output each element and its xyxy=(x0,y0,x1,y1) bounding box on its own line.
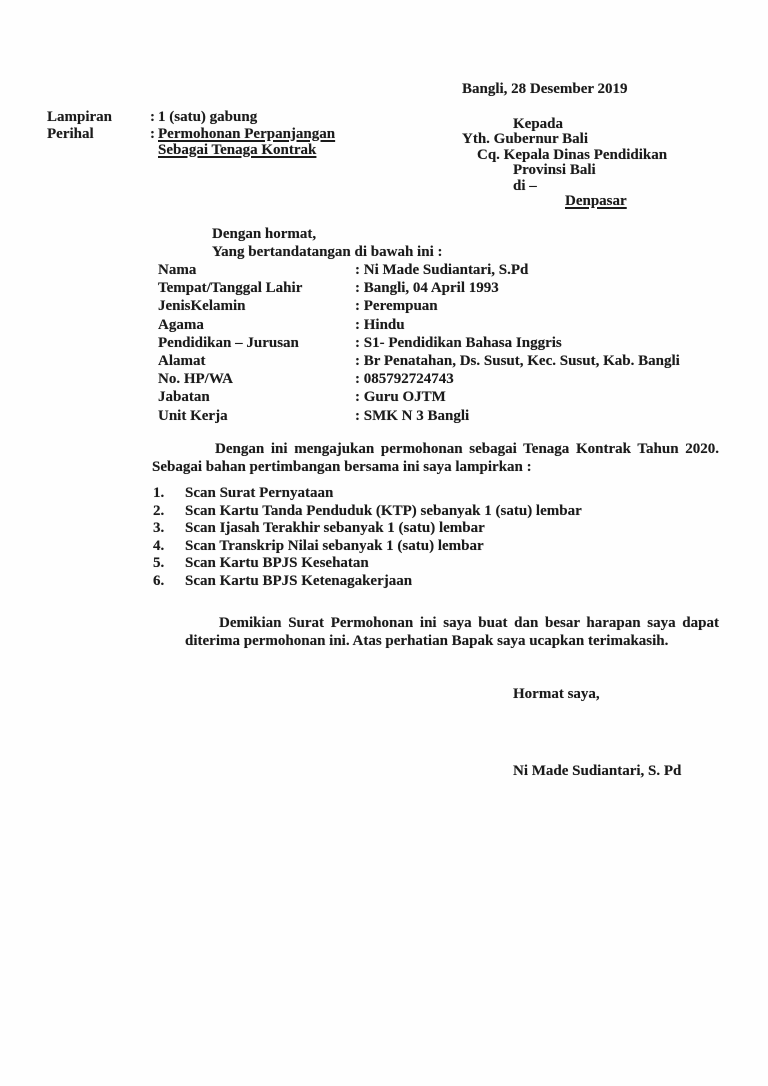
lampiran-value: 1 (satu) gabung xyxy=(158,109,258,125)
body-paragraph: Dengan ini mengajukan permohonan sebagai Tenaga Kontrak Tahun 2020. Sebagai bahan pertimbangan bersama ini saya lampirkan : xyxy=(152,441,719,475)
attachment-text: Scan Transkrip Nilai sebanyak 1 (satu) lembar xyxy=(185,537,484,554)
perihal-value-line2: Sebagai Tenaga Kontrak xyxy=(158,142,317,158)
recipient-di: di – xyxy=(513,177,537,194)
field-label: Unit Kerja xyxy=(158,407,228,424)
attachment-list xyxy=(153,485,582,591)
meta-block xyxy=(47,109,335,159)
field-label: Jabatan xyxy=(158,389,210,406)
attachment-item xyxy=(153,538,582,556)
attachment-text: Scan Kartu BPJS Kesehatan xyxy=(185,555,369,572)
field-value: : Perempuan xyxy=(355,298,438,315)
attachment-text: Scan Kartu Tanda Penduduk (KTP) sebanyak 1 (satu) lembar xyxy=(185,502,582,519)
lampiran-colon: : xyxy=(150,109,155,125)
recipient-yth: Yth. Gubernur Bali xyxy=(462,131,588,148)
attachment-number: 5. xyxy=(153,555,165,572)
attachment-text: Scan Ijasah Terakhir sebanyak 1 (satu) lembar xyxy=(185,520,485,537)
perihal-label: Perihal xyxy=(47,125,94,142)
field-label: Agama xyxy=(158,316,204,333)
field-value: : Hindu xyxy=(355,316,405,333)
field-value: : Bangli, 04 April 1993 xyxy=(355,280,499,297)
attachment-item xyxy=(153,485,582,503)
field-row xyxy=(158,388,680,406)
attachment-text: Scan Surat Pernyataan xyxy=(185,485,334,501)
attachment-item xyxy=(153,503,582,521)
field-row xyxy=(158,334,680,352)
recipient-provinsi: Provinsi Bali xyxy=(513,162,596,179)
field-value: : Ni Made Sudiantari, S.Pd xyxy=(355,262,529,278)
field-value: : Guru OJTM xyxy=(355,389,446,406)
recipient-cq: Cq. Kepala Dinas Pendidikan xyxy=(477,146,668,163)
salutation-line2: Yang bertandatangan di bawah ini : xyxy=(212,244,443,260)
salutation-line1: Dengan hormat, xyxy=(212,226,317,242)
identity-fields xyxy=(158,261,680,425)
field-label: Nama xyxy=(158,262,197,278)
attachment-number: 2. xyxy=(153,502,165,519)
field-label: JenisKelamin xyxy=(158,298,246,315)
field-value: : S1- Pendidikan Bahasa Inggris xyxy=(355,334,562,351)
lampiran-row xyxy=(47,109,335,126)
attachment-item xyxy=(153,555,582,573)
field-value: : SMK N 3 Bangli xyxy=(355,407,470,424)
attachment-text: Scan Kartu BPJS Ketenagakerjaan xyxy=(185,572,413,589)
field-row xyxy=(158,316,680,334)
field-label: Pendidikan – Jurusan xyxy=(158,334,299,351)
attachment-number: 4. xyxy=(153,537,165,554)
field-label: Tempat/Tanggal Lahir xyxy=(158,280,303,297)
lampiran-label: Lampiran xyxy=(47,109,113,125)
closing-paragraph: Demikian Surat Permohonan ini saya buat dan besar harapan saya dapat diterima permohonan ini. Atas perhatian Bapak saya ucapkan terimakasih. xyxy=(185,615,719,649)
attachment-number: 1. xyxy=(153,485,165,501)
signature-name: Ni Made Sudiantari, S. Pd xyxy=(513,763,682,779)
signature-salutation: Hormat saya, xyxy=(513,686,600,702)
field-row xyxy=(158,297,680,315)
perihal-value-line1: Permohonan Perpanjangan xyxy=(158,125,336,142)
recipient-city: Denpasar xyxy=(565,193,627,210)
field-row xyxy=(158,352,680,370)
date-line: Bangli, 28 Desember 2019 xyxy=(462,81,628,97)
field-label: Alamat xyxy=(158,353,206,370)
perihal-colon: : xyxy=(150,125,155,142)
recipient-kepada: Kepada xyxy=(513,116,564,132)
field-row xyxy=(158,261,680,279)
field-label: No. HP/WA xyxy=(158,371,233,388)
attachment-item xyxy=(153,573,582,591)
perihal-row xyxy=(47,126,335,143)
field-row xyxy=(158,370,680,388)
field-row xyxy=(158,279,680,297)
recipient-block xyxy=(462,117,667,209)
attachment-item xyxy=(153,520,582,538)
salutation-block xyxy=(212,225,442,261)
field-value: : Br Penatahan, Ds. Susut, Kec. Susut, Kab. Bangli xyxy=(355,353,680,370)
field-row xyxy=(158,407,680,425)
attachment-number: 6. xyxy=(153,572,165,589)
field-value: : 085792724743 xyxy=(355,371,454,388)
attachment-number: 3. xyxy=(153,520,165,537)
